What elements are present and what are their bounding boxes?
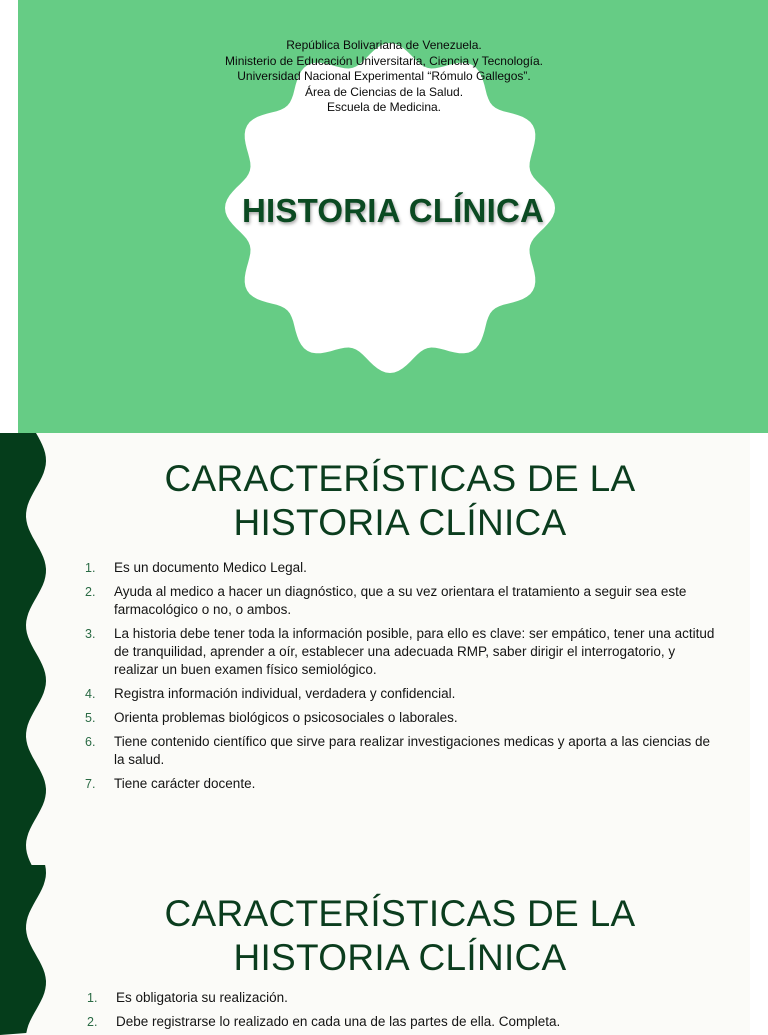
slide-heading-line: HISTORIA CLÍNICA — [233, 937, 567, 978]
list-item-text: Tiene carácter docente. — [114, 776, 256, 791]
characteristics-slide-2 — [0, 865, 750, 1035]
list-item — [85, 559, 715, 577]
title-slide — [0, 0, 768, 433]
slide-heading — [40, 457, 750, 545]
list-item-number: 7. — [85, 777, 96, 791]
characteristics-slide-1 — [0, 433, 750, 865]
page-margin — [750, 433, 768, 1024]
list-item — [87, 989, 717, 1007]
characteristics-list — [87, 989, 717, 1035]
institution-line: República Bolivariana de Venezuela. — [286, 38, 482, 52]
list-item — [85, 685, 715, 703]
institution-line: Universidad Nacional Experimental “Rómulo Gallegos”. — [237, 69, 531, 83]
institution-line: Ministerio de Educación Universitaria, Ciencia y Tecnología. — [225, 53, 543, 68]
list-item-text: Es un documento Medico Legal. — [114, 560, 307, 575]
list-item — [85, 733, 715, 769]
institution-header — [0, 38, 768, 116]
list-item-number: 2. — [87, 1015, 98, 1029]
slide-heading-line: CARACTERÍSTICAS DE LA — [164, 458, 636, 499]
characteristics-list — [85, 559, 715, 799]
slide-heading-line: HISTORIA CLÍNICA — [233, 502, 567, 543]
list-item — [85, 625, 715, 679]
list-item-number: 1. — [87, 991, 98, 1005]
list-item-text: Ayuda al medico a hacer un diagnóstico, que a su vez orientara el tratamiento a seguir sea este farmacológico o no, o ambos. — [114, 584, 687, 617]
list-item — [85, 775, 715, 793]
list-item-number: 5. — [85, 711, 96, 725]
institution-line: Escuela de Medicina. — [326, 100, 442, 114]
slide-heading — [40, 892, 750, 980]
list-item — [85, 583, 715, 619]
list-item-text: Tiene contenido científico que sirve para realizar investigaciones medicas y aporta a las ciencias de la salud. — [114, 734, 711, 767]
slide-heading-line: CARACTERÍSTICAS DE LA — [164, 893, 636, 934]
list-item — [85, 709, 715, 727]
list-item-number: 3. — [85, 627, 96, 641]
institution-line: Área de Ciencias de la Salud. — [304, 84, 464, 99]
list-item-text: Es obligatoria su realización. — [116, 990, 288, 1005]
list-item-number: 1. — [85, 561, 96, 575]
list-item-number: 6. — [85, 735, 96, 749]
document-title: HISTORIA CLÍNICA — [241, 192, 545, 229]
list-item — [87, 1013, 717, 1031]
list-item-text: Debe registrarse lo realizado en cada una de las partes de ella. Completa. — [116, 1014, 561, 1029]
list-item-text: Orienta problemas biológicos o psicosociales o laborales. — [114, 710, 458, 725]
list-item-number: 4. — [85, 687, 96, 701]
list-item-text: Registra información individual, verdadera y confidencial. — [114, 686, 456, 701]
list-item-number: 2. — [85, 585, 96, 599]
list-item-text: La historia debe tener toda la información posible, para ello es clave: ser empático, tener una actitud de tranquilidad, aprender a oír, establecer una adecuada RMP, saber dirigir el interrogatorio, y realizar un buen examen físico semiológico. — [114, 626, 715, 677]
